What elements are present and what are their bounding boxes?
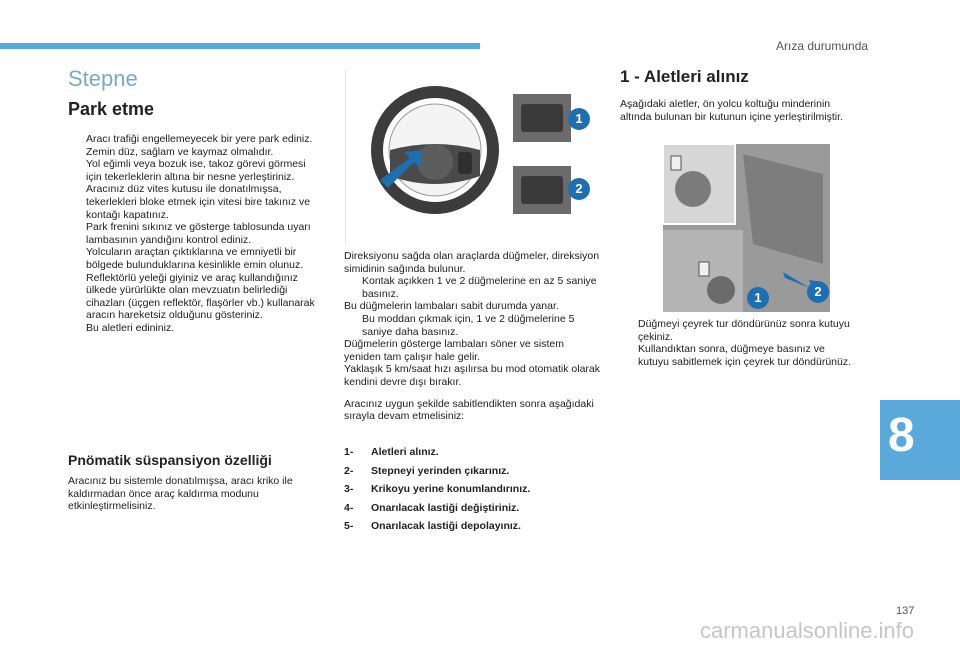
header-accent-bar <box>0 43 480 49</box>
callout-2-icon: 2 <box>807 281 829 303</box>
pneumatic-text: Aracınız bu sistemle donatılmışsa, aracı kriko ile kaldırmadan önce araç kaldırma modunu etkinleştirmelisiniz. <box>68 475 293 513</box>
button-panel-1 <box>513 94 571 142</box>
list-item: Yol eğimli veya bozuk ise, takoz görevi görmesi için tekerleklerin altına bir nesne yerleştiriniz. <box>86 158 306 183</box>
step-item: 1- Aletleri alınız. <box>344 446 439 458</box>
page-number: 137 <box>896 605 915 617</box>
tool-box-drawing <box>663 144 830 312</box>
tools-heading: 1 - Aletleri alınız <box>620 67 749 86</box>
callout-1-icon: 1 <box>568 108 590 130</box>
steering-wheel-illustration <box>370 80 500 220</box>
button-panel-2 <box>513 166 571 214</box>
procedure-steps <box>344 446 600 539</box>
park-instructions-list <box>68 133 318 335</box>
list-item: Bu moddan çıkmak için, 1 ve 2 düğmelerine 5 saniye daha basınız. <box>362 312 575 338</box>
park-heading: Park etme <box>68 99 155 119</box>
list-item: Aracınız düz vites kutusu ile donatılmışsa, tekerlekleri bloke etmek için vitesi bire takınız ve kontağı kapatınız. <box>86 183 311 221</box>
step-item: 3- Krikoyu yerine konumlandırınız. <box>344 483 531 496</box>
list-item: Kontak açıkken 1 ve 2 düğmelerine en az 5 saniye basınız. <box>362 275 597 300</box>
step-item: 5- Onarılacak lastiği depolayınız. <box>344 520 521 533</box>
chapter-title: Arıza durumunda <box>776 39 869 53</box>
list-item: Aracı trafiği engellemeyecek bir yere park ediniz. Zemin düz, sağlam ve kaymaz olmalıdır. <box>86 133 313 158</box>
watermark: carmanualsonline.info <box>700 618 915 643</box>
pneumatic-heading: Pnömatik süspansiyon özelliği <box>68 452 272 468</box>
list-item: Kullandıktan sonra, düğmeye basınız ve kutuyu sabitlemek için çeyrek tur döndürünüz. <box>638 343 852 368</box>
callout-2-icon: 2 <box>568 178 590 200</box>
list-item: Bu aletleri edininiz. <box>86 321 175 334</box>
step-item: 4- Onarılacak lastiği değiştiriniz. <box>344 501 520 514</box>
list-item: Yolcuların araçtan çıktıklarına ve emniyetli bir bölgede bulunduklarına kesinlikle emin olunuz. <box>86 246 304 271</box>
list-item: Düğmeyi çeyrek tur döndürünüz sonra kutuyu çekiniz. <box>638 318 850 343</box>
column-divider <box>345 70 346 245</box>
chapter-number: 8 <box>888 409 915 462</box>
section-title: Stepne <box>68 66 138 91</box>
step-item: 2- Stepneyi yerinden çıkarınız. <box>344 464 510 477</box>
tools-intro: Aşağıdaki aletler, ön yolcu koltuğu minderinin altında bulunan bir kutunun içine yerleştirilmiştir. <box>620 98 843 123</box>
list-item: Park frenini sıkınız ve gösterge tablosunda uyarı lambasının yandığını kontrol ediniz. <box>86 221 311 246</box>
middle-text: Direksiyonu sağda olan araçlarda düğmeler, direksiyon simidinin sağında bulunur. Kontak açıkken 1 ve 2 düğmelerine en az 5 saniye basınız. Bu düğmelerin lambaları sabit durumda yanar. Bu moddan çıkmak için, 1 ve 2 düğmelerine 5 saniye daha basınız. Düğmelerin gösterge lambaları söner ve sistem yeniden tam çalışır hale gelir. Yaklaşık 5 km/saat hızı aşılırsa bu mod otomatik olarak kendini devre dışı bırakır. Aracınız uygun şekilde sabitlendikten sonra aşağıdaki sırayla devam etmelisiniz: <box>344 250 600 423</box>
callout-1-icon: 1 <box>747 287 769 309</box>
tools-instructions-list <box>620 318 855 368</box>
tool-box-illustration <box>663 144 830 312</box>
list-item: Reflektörlü yeleği giyiniz ve araç kullandığınız ülkede yürürlükte olan mevzuatın belirlediği cihazları (üçgen reflektör, flaşörler vb.) kullanarak aracın hareketsiz olduğunu gösteriniz. <box>86 271 315 322</box>
